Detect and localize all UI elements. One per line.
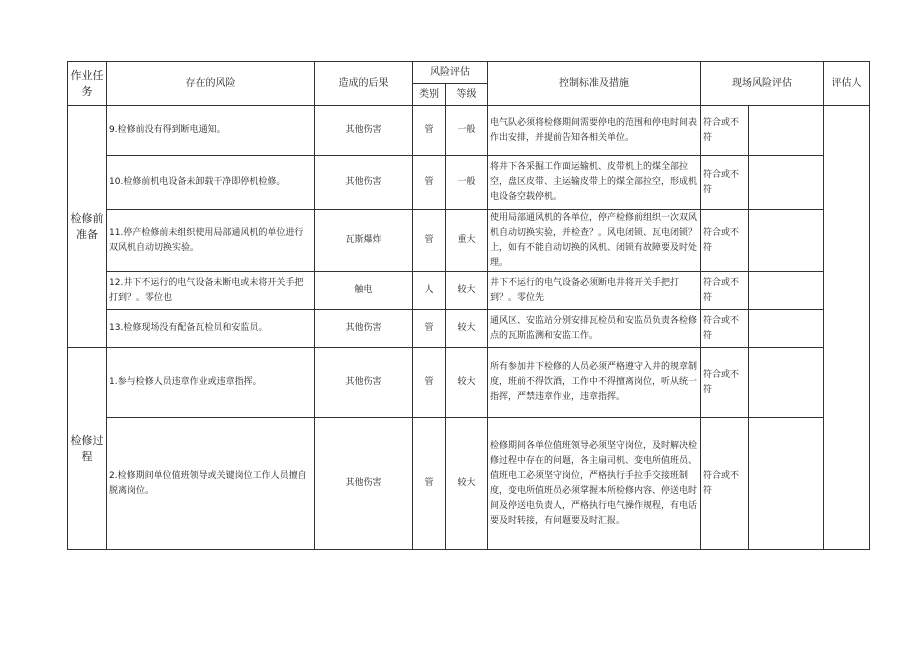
onsite-cell: 符合或不符 <box>701 272 749 310</box>
level-cell: 较大 <box>446 418 488 550</box>
onsite-cell: 符合或不符 <box>701 210 749 272</box>
table-row <box>68 210 870 272</box>
level-cell: 较大 <box>446 272 488 310</box>
level-cell: 重大 <box>446 210 488 272</box>
measures-cell: 电气队必须将检修期间需要停电的范围和停电时间表作出安排，并提前告知各相关单位。 <box>488 106 701 156</box>
category-cell: 管 <box>413 210 446 272</box>
task-cell: 检修过程 <box>68 348 107 550</box>
measures-cell: 检修期间各单位值班领导必须坚守岗位，及时解决检修过程中存在的问题，各主扇司机、变电所值班员、值班电工必须坚守岗位，严格执行手拉手交接班制度，变电所值班员必须掌握本所检修内容、停送电时间及停送电负责人，严格执行电气操作规程，有电话要及时转接，有问题要及时汇报。 <box>488 418 701 550</box>
header-risk: 存在的风险 <box>107 62 315 106</box>
header-onsite: 现场风险评估 <box>701 62 824 106</box>
table-row <box>68 418 870 550</box>
onsite-cell: 符合或不符 <box>701 106 749 156</box>
table-row <box>68 106 870 156</box>
task-cell: 检修前准备 <box>68 106 107 348</box>
risk-assessment-table <box>67 61 870 550</box>
table-row <box>68 156 870 210</box>
onsite-blank-cell <box>749 272 824 310</box>
onsite-blank-cell <box>749 156 824 210</box>
onsite-blank-cell <box>749 106 824 156</box>
onsite-cell: 符合或不符 <box>701 348 749 418</box>
header-consequence: 造成的后果 <box>315 62 413 106</box>
header-category: 类别 <box>413 84 446 106</box>
onsite-blank-cell <box>749 210 824 272</box>
measures-cell: 井下不运行的电气设备必须断电井将开关手把打到？。零位先 <box>488 272 701 310</box>
onsite-blank-cell <box>749 348 824 418</box>
consequence-cell: 其他伤害 <box>315 418 413 550</box>
header-assessment: 风险评估 <box>413 62 488 84</box>
measures-cell: 通风区、安监站分别安排瓦检员和安监员负责各检修点的瓦斯监测和安监工作。 <box>488 310 701 348</box>
risk-cell: 9.检修前没有得到断电通知。 <box>107 106 315 156</box>
category-cell: 管 <box>413 156 446 210</box>
measures-cell: 将井下各采掘工作面运输机、皮带机上的煤全部拉空，盘区皮带、主运输皮带上的煤全部拉空，形成机电设备空载停机。 <box>488 156 701 210</box>
category-cell: 管 <box>413 106 446 156</box>
consequence-cell: 其他伤害 <box>315 156 413 210</box>
category-cell: 人 <box>413 272 446 310</box>
onsite-blank-cell <box>749 310 824 348</box>
consequence-cell: 触电 <box>315 272 413 310</box>
consequence-cell: 其他伤害 <box>315 348 413 418</box>
header-task: 作业任务 <box>68 62 107 106</box>
level-cell: 较大 <box>446 348 488 418</box>
risk-cell: 2.检修期间单位值班领导或关键岗位工作人员擅自脱离岗位。 <box>107 418 315 550</box>
onsite-cell: 符合或不符 <box>701 156 749 210</box>
consequence-cell: 其他伤害 <box>315 106 413 156</box>
measures-cell: 所有参加井下检修的人员必须严格遵守入井的规章制度，班前不得饮酒，工作中不得擅离岗位，听从统一指挥，严禁违章作业，违章指挥。 <box>488 348 701 418</box>
level-cell: 一般 <box>446 106 488 156</box>
assessor-cell <box>824 106 870 550</box>
header-measures: 控制标准及措施 <box>488 62 701 106</box>
measures-cell: 使用局部通风机的各单位，停产检修前组织一次双风机自动切换实验，并检查？。风电闭锁、瓦电闭锁？上，如有不能自动切换的风机、闭锁有故障要及时处理。 <box>488 210 701 272</box>
consequence-cell: 瓦斯爆炸 <box>315 210 413 272</box>
header-assessor: 评估人 <box>824 62 870 106</box>
table-row <box>68 310 870 348</box>
risk-cell: 13.检修现场没有配备瓦检员和安监员。 <box>107 310 315 348</box>
table-row <box>68 272 870 310</box>
consequence-cell: 其他伤害 <box>315 310 413 348</box>
header-level: 等级 <box>446 84 488 106</box>
risk-cell: 11.停产检修前未组织使用局部通风机的单位进行双风机自动切换实验。 <box>107 210 315 272</box>
risk-cell: 10.检修前机电设备未卸载干净即停机检修。 <box>107 156 315 210</box>
risk-cell: 1.参与检修人员违章作业或违章指挥。 <box>107 348 315 418</box>
onsite-cell: 符合或不符 <box>701 418 749 550</box>
category-cell: 管 <box>413 348 446 418</box>
category-cell: 管 <box>413 310 446 348</box>
risk-cell: 12.井下不运行的电气设备未断电或未将开关手把打到？。零位也 <box>107 272 315 310</box>
level-cell: 较大 <box>446 310 488 348</box>
level-cell: 一般 <box>446 156 488 210</box>
table-row <box>68 348 870 418</box>
onsite-blank-cell <box>749 418 824 550</box>
onsite-cell: 符合或不符 <box>701 310 749 348</box>
category-cell: 管 <box>413 418 446 550</box>
